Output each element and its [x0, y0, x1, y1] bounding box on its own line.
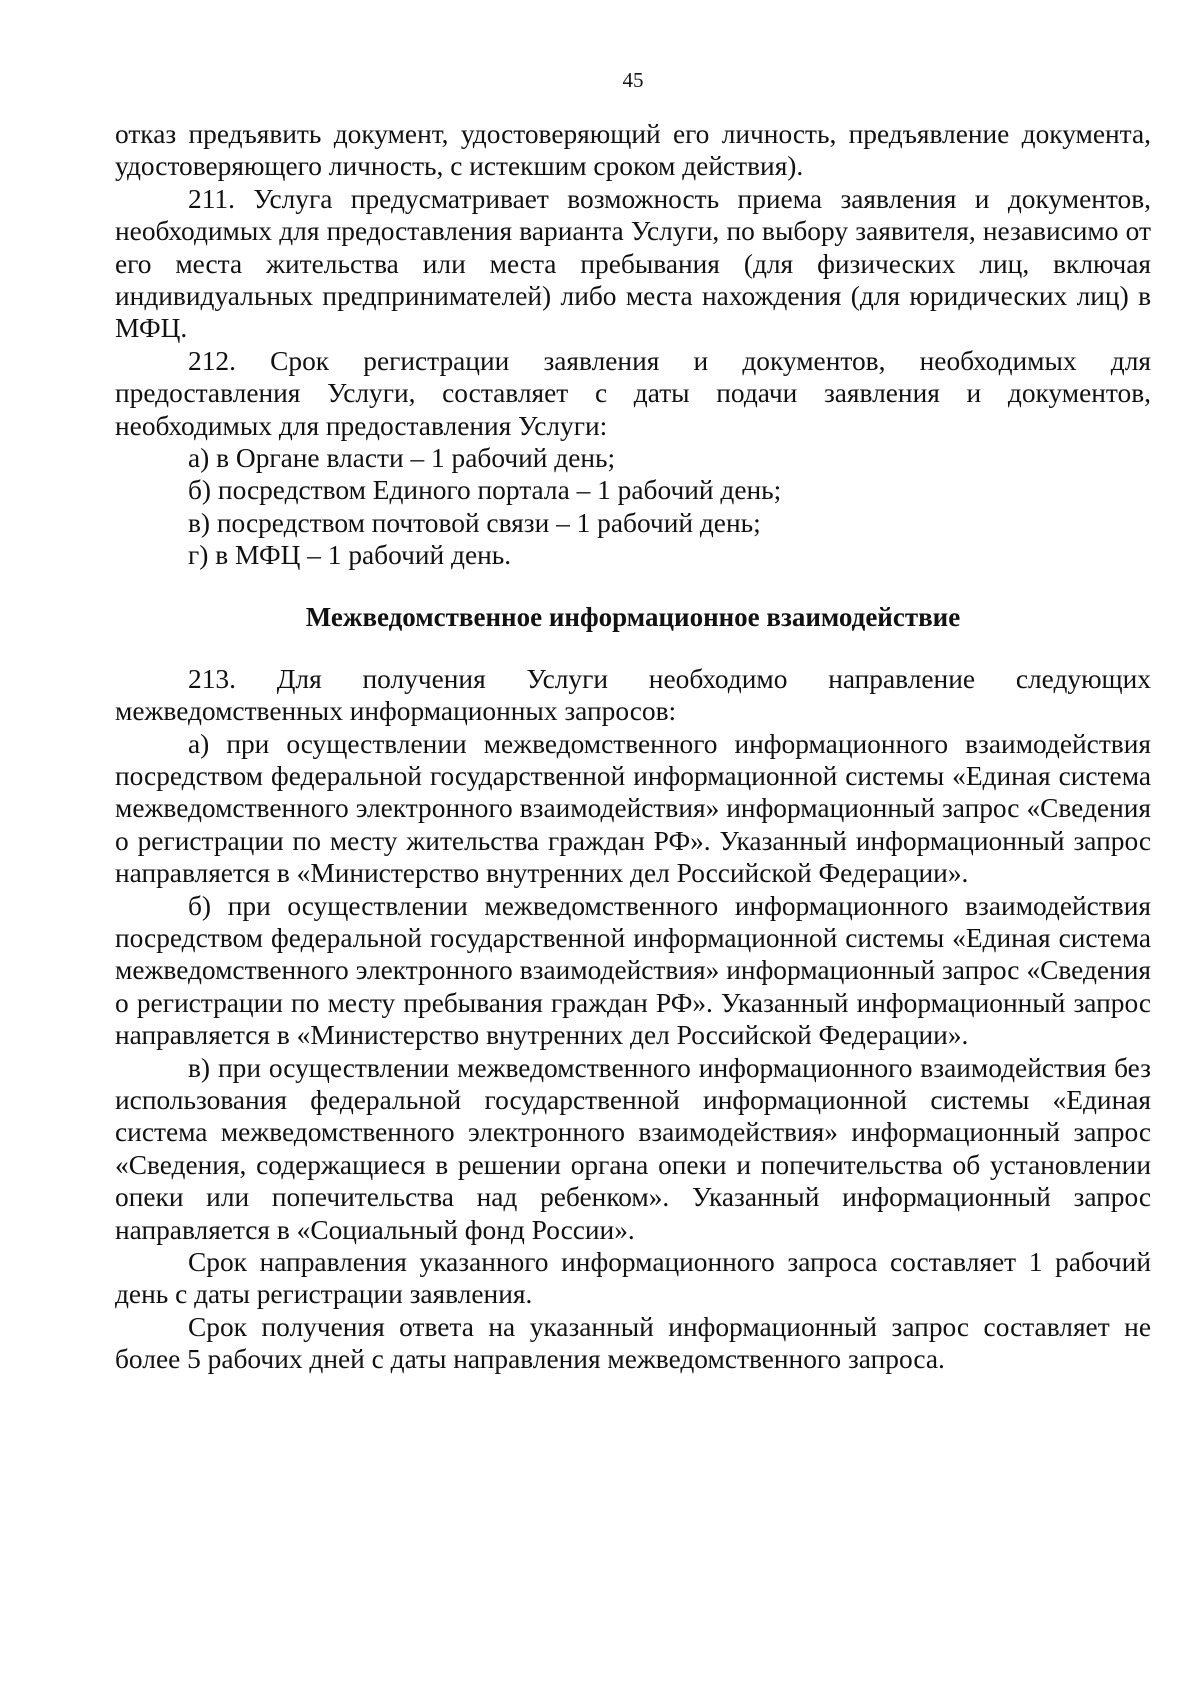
subparagraph-a: а) при осуществлении межведомственного информационного взаимодействия посредством федеральной государственной информационной системы «Единая система межведомственного электронного взаимодействия» информационный запрос «Сведения о регистрации по месту жительства граждан РФ». Указанный информационный запрос направляется в «Министерство внутренних дел Российской Федерации».: [115, 728, 1151, 889]
paragraph-211: 211. Услуга предусматривает возможность приема заявления и документов, необходимых для предоставления варианта Услуги, по выбору заявителя, независимо от его места жительства или места пребывания (для физических лиц, включая индивидуальных предпринимателей) либо места нахождения (для юридических лиц) в МФЦ.: [115, 183, 1151, 344]
list-item-v: в) посредством почтовой связи – 1 рабочий день;: [188, 507, 761, 538]
subparagraph-b: б) при осуществлении межведомственного информационного взаимодействия посредством федеральной государственной информационной системы «Единая система межведомственного электронного взаимодействия» информационный запрос «Сведения о регистрации по месту пребывания граждан РФ». Указанный информационный запрос направляется в «Министерство внутренних дел Российской Федерации».: [115, 890, 1151, 1051]
paragraph-213: 213. Для получения Услуги необходимо направление следующих межведомственных информационных запросов:: [115, 663, 1151, 727]
list-item-a: а) в Органе власти – 1 рабочий день;: [188, 443, 616, 474]
subparagraph-v: в) при осуществлении межведомственного информационного взаимодействия без использования федеральной государственной информационной системы «Единая система межведомственного электронного взаимодействия» информационный запрос «Сведения, содержащиеся в решении органа опеки и попечительства об установлении опеки или попечительства над ребенком». Указанный информационный запрос направляется в «Социальный фонд России».: [115, 1052, 1151, 1245]
paragraph-response-term: Срок получения ответа на указанный информационный запрос составляет не более 5 рабочих дней с даты направления межведомственного запроса.: [115, 1311, 1151, 1375]
paragraph-request-term: Срок направления указанного информационного запроса составляет 1 рабочий день с даты регистрации заявления.: [115, 1247, 1151, 1310]
list-item-b: б) посредством Единого портала – 1 рабочий день;: [188, 475, 782, 506]
paragraph-212: 212. Срок регистрации заявления и документов, необходимых для предоставления Услуги, составляет с даты подачи заявления и документов, необходимых для предоставления Услуги:: [115, 345, 1151, 441]
list-item-g: г) в МФЦ – 1 рабочий день.: [188, 540, 512, 571]
document-body: [115, 118, 1151, 1376]
section-heading: Межведомственное информационное взаимодействие: [305, 601, 961, 632]
paragraph-continuation: отказ предъявить документ, удостоверяющий его личность, предъявление документа, удостоверяющего личность, с истекшим сроком действия).: [115, 119, 1151, 182]
page-number: 45: [622, 68, 644, 92]
